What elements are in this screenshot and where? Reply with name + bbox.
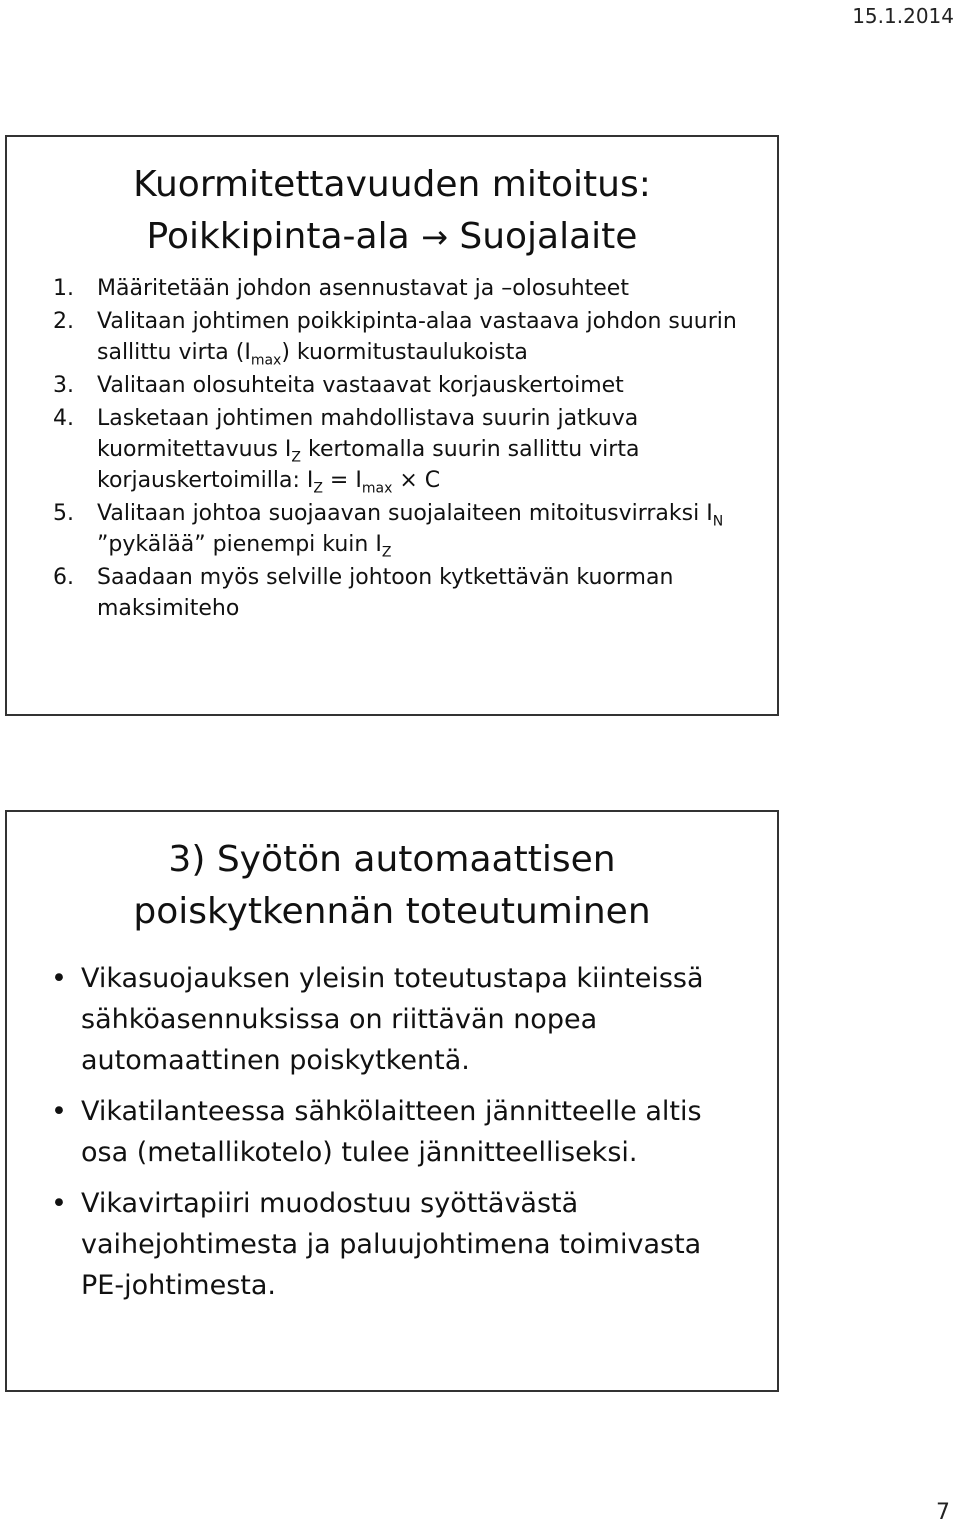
step-number: 4. bbox=[53, 406, 74, 431]
subscript: max bbox=[250, 352, 282, 369]
list-item bbox=[7, 273, 737, 304]
step-text: = I bbox=[322, 468, 362, 493]
slide-title-line-1: 3) Syötön automaattisen bbox=[168, 839, 616, 880]
step-text: kertomalla suurin sallittu virta korjauskertoimilla: I bbox=[97, 437, 640, 493]
slide-title bbox=[7, 834, 777, 938]
slide-title-line-2 bbox=[7, 211, 777, 263]
subscript: Z bbox=[381, 544, 392, 561]
subscript: max bbox=[361, 480, 393, 497]
arrow-right-icon: → bbox=[421, 218, 448, 256]
step-text: Valitaan johtoa suojaavan suojalaiteen mitoitusvirraksi I bbox=[97, 501, 713, 526]
step-text: Saadaan myös selville johtoon kytkettävän kuorman maksimiteho bbox=[97, 565, 674, 621]
title-part-start: Poikkipinta-ala bbox=[146, 216, 410, 257]
step-number: 6. bbox=[53, 565, 74, 590]
title-part-end: Suojalaite bbox=[459, 216, 638, 257]
list-item bbox=[7, 1091, 747, 1173]
slide-automaattinen-poiskytkenta bbox=[5, 810, 779, 1392]
step-number: 3. bbox=[53, 373, 74, 398]
list-item bbox=[7, 403, 737, 496]
slide-title bbox=[7, 159, 777, 263]
subscript: N bbox=[712, 513, 724, 530]
list-item bbox=[7, 1183, 747, 1306]
step-text: Valitaan johtimen poikkipinta-alaa vastaava johdon suurin sallittu virta (I bbox=[97, 309, 737, 365]
bullet-icon: • bbox=[51, 963, 67, 994]
list-item bbox=[7, 498, 737, 560]
step-text: ”pykälää” pienempi kuin I bbox=[97, 532, 382, 557]
bullet-list bbox=[7, 958, 777, 1306]
steps-list bbox=[7, 273, 777, 624]
slide-kuormitettavuus bbox=[5, 135, 779, 716]
slide-title-line-1: Kuormitettavuuden mitoitus: bbox=[133, 164, 651, 205]
step-text: Valitaan olosuhteita vastaavat korjauskertoimet bbox=[97, 373, 624, 398]
slide-title-line-2: poiskytkennän toteutuminen bbox=[133, 891, 651, 932]
bullet-text: Vikatilanteessa sähkölaitteen jännitteelle altis osa (metallikotelo) tulee jännitteelliseksi. bbox=[81, 1096, 702, 1168]
subscript: Z bbox=[313, 480, 323, 497]
page-number: 7 bbox=[936, 1500, 950, 1525]
list-item bbox=[7, 562, 737, 624]
step-text: Määritetään johdon asennustavat ja –olosuhteet bbox=[97, 276, 629, 301]
bullet-text: Vikavirtapiiri muodostuu syöttävästä vaihejohtimesta ja paluujohtimena toimivasta PE-johtimesta. bbox=[81, 1188, 702, 1301]
step-text: × C bbox=[392, 468, 441, 493]
page-date: 15.1.2014 bbox=[852, 4, 954, 28]
bullet-icon: • bbox=[51, 1096, 67, 1127]
list-item bbox=[7, 958, 747, 1081]
list-item bbox=[7, 306, 737, 368]
step-number: 1. bbox=[53, 276, 74, 301]
step-text: Lasketaan johtimen mahdollistava suurin jatkuva kuormitettavuus I bbox=[97, 406, 639, 462]
list-item bbox=[7, 370, 737, 401]
step-text: ) kuormitustaulukoista bbox=[281, 340, 528, 365]
bullet-icon: • bbox=[51, 1188, 67, 1219]
step-number: 5. bbox=[53, 501, 74, 526]
bullet-text: Vikasuojauksen yleisin toteutustapa kiinteissä sähköasennuksissa on riittävän nopea automaattinen poiskytkentä. bbox=[81, 963, 704, 1076]
step-number: 2. bbox=[53, 309, 74, 334]
subscript: Z bbox=[291, 449, 302, 466]
